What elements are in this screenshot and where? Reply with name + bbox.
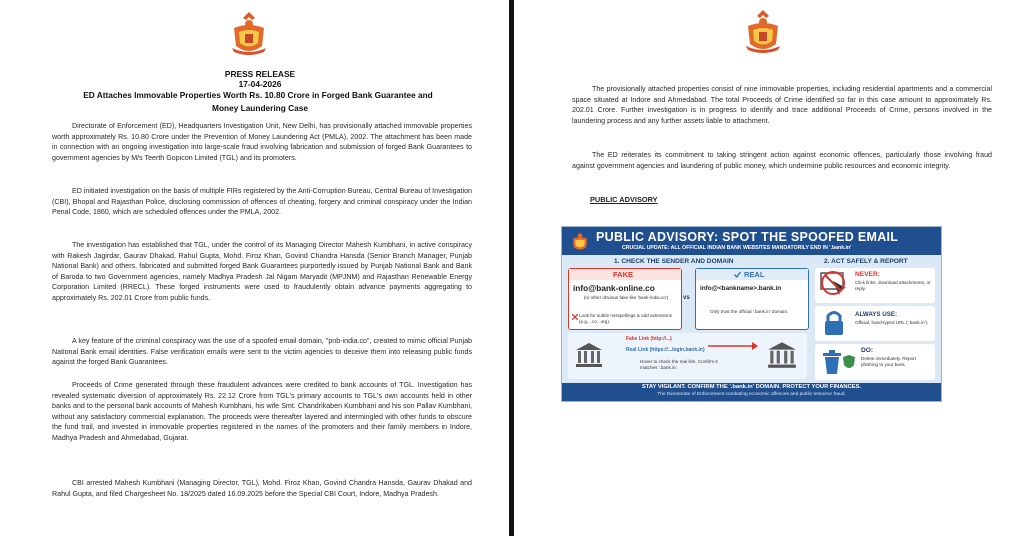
bank-building-icon: [574, 341, 604, 369]
paragraph: The investigation has established that TGL, under the control of its Managing Director Mahesh Kumbhani, in active conspiracy with Rakesh Jagirdar, Gaurav Dhakad, Rahul Gupta, Mohd. Firoz Khan, Govind Chandra Hansda (Senior Branch Manager, Punjab National Bank) and others, fabricated and submitted forged Bank Guarantees purportedly issued by Punjab National Bank and Bank of Baroda to two Government agencies, namely Madhya Pradesh Jal Nigam Maryadit (MPJNM) and Rajasthan Renewable Energy Corporation Limited (RRECL). These forged instruments were used to fraudulently obtain advance payments aggregating to approximately Rs. 202.01 Crore from public funds.: [52, 241, 472, 302]
fake-email-note: (or other obvious fake like 'bank-india.co'): [583, 295, 669, 300]
real-tip: Only trust the official '.bank.in' domain.: [710, 309, 789, 314]
do-label: DO:: [861, 347, 874, 354]
paragraph: The ED reiterates its commitment to taking stringent action against economic offences, particularly those involving fraud against government agencies and laundering of public money, which undermine public resources and economic integrity.: [572, 151, 992, 170]
always-text: Official, hand-typed URL ('.bank.in').: [855, 320, 929, 325]
ed-emblem-icon: [570, 230, 590, 252]
trash-icon: [821, 348, 843, 376]
step-2-heading: 2. ACT SAFELY & REPORT: [824, 258, 908, 265]
fake-label: FAKE: [613, 270, 634, 279]
real-label: REAL: [744, 270, 765, 279]
fake-email-card: [568, 268, 682, 330]
never-text: Click links, download attachments, or reply.: [855, 280, 931, 291]
fake-link[interactable]: Fake Link (http://...): [626, 336, 672, 342]
paragraph: Directorate of Enforcement (ED), Headquarters Investigation Unit, New Delhi, has provisionally attached immovable properties worth approximately Rs. 10.80 Crore under the Prevention of Money Laundering Act (PMLA), 2002. The attachment has been made in connection with an ongoing investigation into large-scale fraud involving fabrication and submission of forged Bank Guarantees to government agencies by M/s Teerth Gopicon Limited (TGL) and its promoters.: [52, 122, 472, 162]
headline-line-1: ED Attaches Immovable Properties Worth Rs. 10.80 Crore in Forged Bank Guarantee and: [83, 90, 433, 100]
press-release-label: PRESS RELEASE: [224, 69, 296, 79]
paragraph: ED initiated investigation on the basis of multiple FIRs registered by the Anti-Corruption Bureau, Central Bureau of Investigation (CBI), Bhopal and Rajasthan Police, disclosing commission of offences of cheating, forgery and criminal conspiracy under the Indian Penal Code, 1860, which are scheduled offences under the PMLA, 2002.: [52, 187, 472, 217]
do-text: Delete immediately. Report phishing to your bank.: [861, 356, 917, 367]
lock-icon: [823, 309, 845, 337]
press-release-page-1: [0, 0, 509, 536]
infographic-title: PUBLIC ADVISORY: SPOT THE SPOOFED EMAIL: [596, 230, 899, 244]
close-icon: [572, 314, 578, 320]
step-1-heading: 1. CHECK THE SENDER AND DOMAIN: [614, 258, 734, 265]
shield-icon: [842, 354, 856, 372]
paragraph: A key feature of the criminal conspiracy was the use of a spoofed email domain, "pnb-india.co", created to mimic official Punjab National Bank email identities. False verification emails were sent to the victim agencies to deceive them into releasing public funds against the forged Bank Guarantees.: [52, 337, 472, 367]
versus-label: vs: [683, 295, 690, 301]
public-advisory-heading[interactable]: PUBLIC ADVISORY: [590, 195, 658, 204]
ed-emblem-icon: [742, 8, 784, 54]
fake-tip: Look for subtle misspellings & odd extensions (e.g., .co, .org).: [579, 313, 672, 324]
do-card: [815, 344, 935, 380]
always-label: ALWAYS USE:: [855, 311, 898, 318]
infographic-footer: [562, 383, 941, 401]
footer-caption: The Directorate of Enforcement combating economic offences and public resource fraud.: [657, 392, 846, 397]
bank-building-icon: [766, 339, 798, 371]
no-click-icon: [819, 271, 849, 299]
never-card: [815, 268, 935, 303]
footer-slogan: STAY VIGILANT. CONFIRM THE '.bank.in' DOMAIN. PROTECT YOUR FINANCES.: [641, 384, 862, 390]
public-advisory-infographic: [561, 226, 942, 402]
paragraph: Proceeds of Crime generated through these fraudulent advances were credited to bank accounts of TGL. Investigation has revealed systematic diversion of approximately Rs. 22.12 Crore from TGL's primary accounts to TGL's own accounts held in other banks and to the personal bank accounts of Mahesh Kumbhani, his wife Smt. Chandrikaben Kumbhani and his son Pallav Kumbhani, without any satisfactory commercial explanation. The proceeds were thereafter layered and intermingled with other funds to obscure the fund trail, and invested in immovable properties registered in the names of the promoters and their family members in Indore, Madhya Pradesh and Ahmedabad, Gujarat.: [52, 381, 472, 442]
ed-emblem-icon: [228, 10, 270, 56]
press-release-date: 17-04-2026: [238, 79, 282, 89]
headline-line-2: Money Laundering Case: [212, 103, 308, 113]
paragraph: The provisionally attached properties consist of nine immovable properties, including residential apartments and a commercial space situated at Indore and Ahmedabad. The total Proceeds of Crime identified so far in this case amount to approximately Rs. 202.01 Crore. Further investigation is in progress to identify and trace additional Proceeds of Crime, persons involved in the laundering process and any further assets liable to attachment.: [572, 85, 992, 125]
fake-email: info@bank-online.co: [573, 283, 655, 293]
infographic-header: [562, 227, 941, 255]
hover-tip: Hover to check the real link. Confirm it matches '.bank.in'.: [640, 359, 718, 370]
check-icon: [734, 271, 741, 278]
arrow-icon: [708, 341, 758, 351]
always-card: [815, 306, 935, 341]
real-link[interactable]: Real Link (https://...login.bank.in): [626, 347, 705, 353]
link-compare-panel: [568, 333, 807, 379]
real-email-card: [695, 268, 809, 330]
paragraph: CBI arrested Mahesh Kumbhani (Managing Director, TGL), Mohd. Firoz Khan, Govind Chandra Hansda, Gaurav Dhakad and Rahul Gupta, and filed Chargesheet No. 18/2025 dated 16.09.2025 before the Special CBI Court, Indore, Madhya Pradesh.: [52, 479, 472, 498]
infographic-subtitle: CRUCIAL UPDATE: ALL OFFICIAL INDIAN BANK WEBSITES MANDATORILY END IN '.bank.in': [622, 245, 852, 251]
never-label: NEVER:: [855, 271, 880, 278]
real-email: info@<bankname>.bank.in: [700, 285, 782, 292]
